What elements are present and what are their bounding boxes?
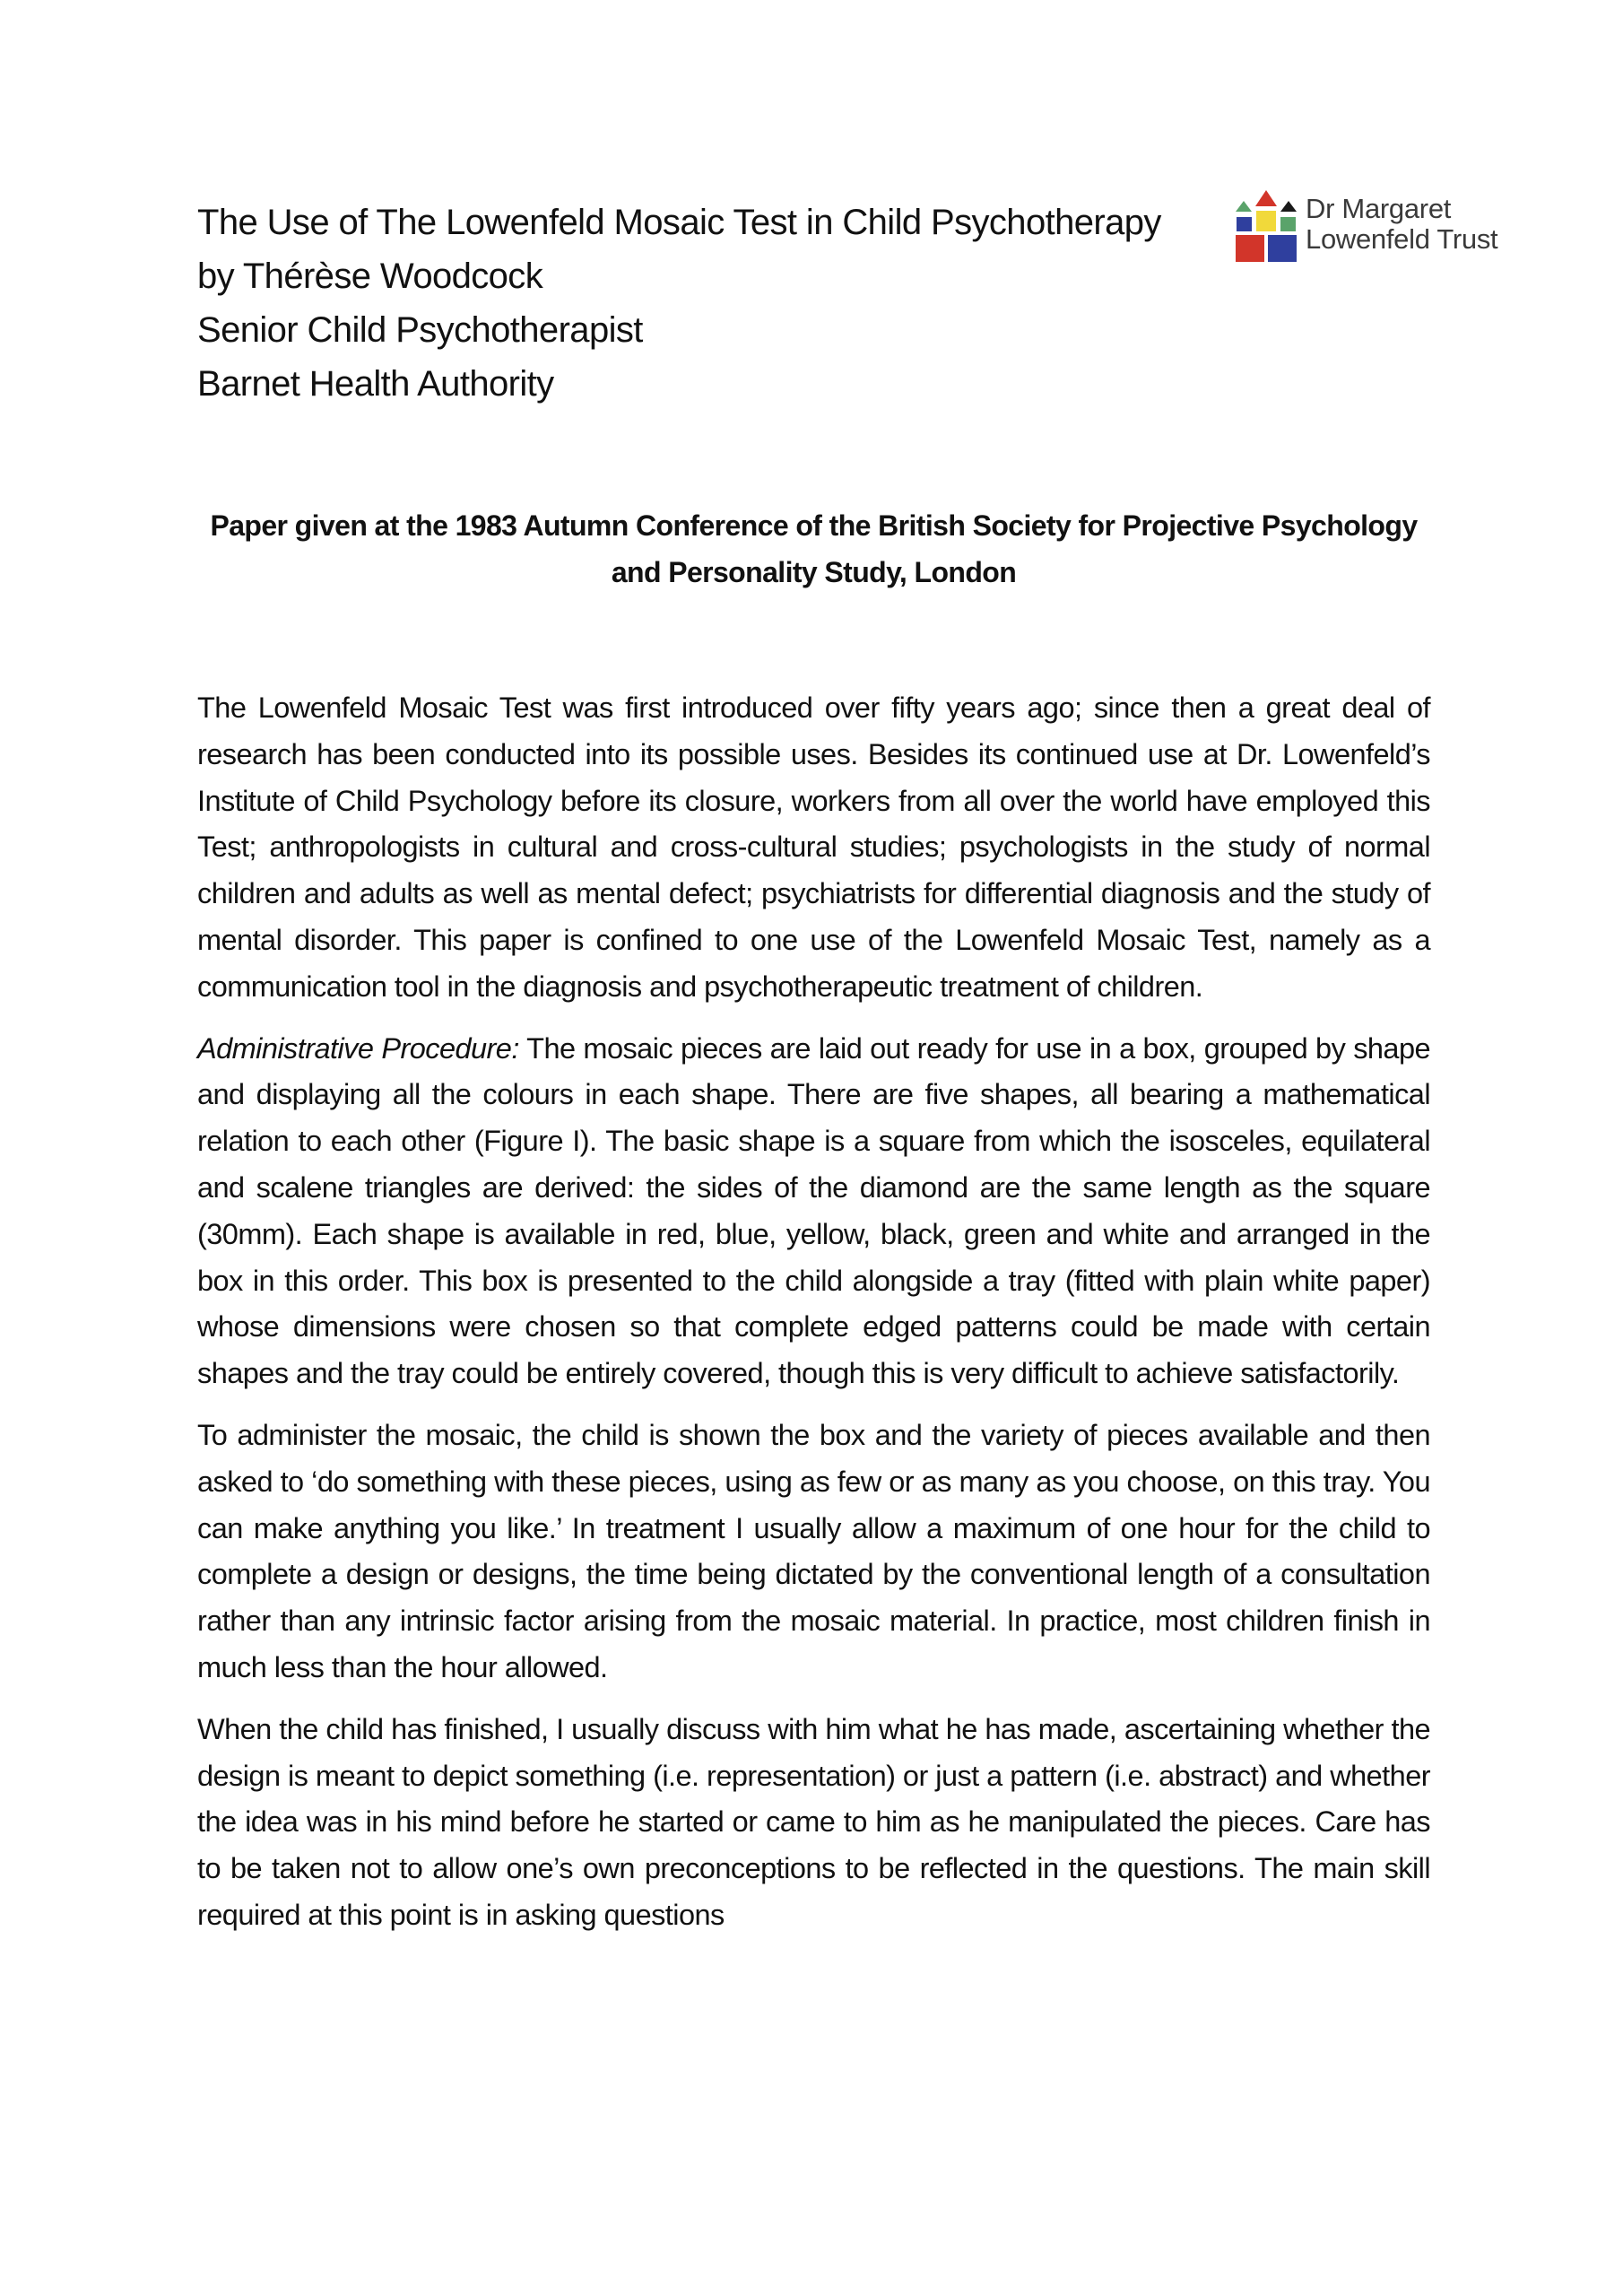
author-line: by Thérèse Woodcock xyxy=(197,257,543,296)
paragraph-text: The Lowenfeld Mosaic Test was first introduced over fifty years ago; since then a great deal of research has been conducted into its possible uses. Besides its continued use at Dr. Lowenfeld’s Institute of Child Psychology before its closure, workers from all over the world have employed this Test; anthropologists in cultural and cross-cultural studies; psychologists in the study of normal children and adults as well as mental defect; psychiatrists for differential diagnosis and the study of mental disorder. This paper is confined to one use of the Lowenfeld Mosaic Test, namely as a communication tool in the diagnosis and psychotherapeutic treatment of children. xyxy=(197,691,1430,1003)
paragraph-discussion xyxy=(197,1707,1430,1939)
paragraph-introduction xyxy=(197,685,1430,1011)
paragraph-administrative-procedure xyxy=(197,1026,1430,1397)
logo-wordmark xyxy=(1306,194,1497,255)
author-role: Senior Child Psychotherapist xyxy=(197,310,643,350)
logo-line-1: Dr Margaret xyxy=(1306,193,1452,224)
document-body xyxy=(197,685,1430,1954)
lowenfeld-trust-logo xyxy=(1228,179,1542,269)
logo-line-2: Lowenfeld Trust xyxy=(1306,223,1498,255)
paragraph-text: When the child has finished, I usually discuss with him what he has made, ascertaining whether the design is meant to depict something (i.e. representation) or just a pattern (i.e. abstract) and whether the idea was in his mind before he started or came to him as he manipulated the pieces. Care has to be taken not to allow one’s own preconceptions to be reflected in the questions. The main skill required at this point is in asking questions xyxy=(197,1712,1430,1931)
paragraph-administering xyxy=(197,1413,1430,1692)
section-lead-in: Administrative Procedure: xyxy=(197,1031,519,1065)
author-affiliation: Barnet Health Authority xyxy=(197,364,554,404)
paper-title: The Use of The Lowenfeld Mosaic Test in Child Psychotherapy xyxy=(197,203,1161,242)
mosaic-blocks-icon xyxy=(1228,179,1304,269)
title-block xyxy=(197,196,1219,411)
paragraph-text: To administer the mosaic, the child is shown the box and the variety of pieces available and then asked to ‘do something with these pieces, using as few or as many as you choose, on this tray. You can make anything you like.’ In treatment I usually allow a maximum of one hour for the child to complete a design or designs, the time being dictated by the conventional length of a consultation rather than any intrinsic factor arising from the mosaic material. In practice, most children finish in much less than the hour allowed. xyxy=(197,1418,1430,1683)
paragraph-text: The mosaic pieces are laid out ready for use in a box, grouped by shape and displaying all the colours in each shape. There are five shapes, all bearing a mathematical relation to each other (Figure I). The basic shape is a square from which the isosceles, equilateral and scalene triangles are derived: the sides of the diamond are the same length as the square (30mm). Each shape is available in red, blue, yellow, black, green and white and arranged in the box in this order. This box is presented to the child alongside a tray (fitted with plain white paper) whose dimensions were chosen so that complete edged patterns could be made with certain shapes and the tray could be entirely covered, though this is very difficult to achieve satisfactorily. xyxy=(197,1031,1430,1390)
conference-subtitle: Paper given at the 1983 Autumn Conference of the British Society for Projective Psychology and Personality Study, London xyxy=(210,509,1418,588)
